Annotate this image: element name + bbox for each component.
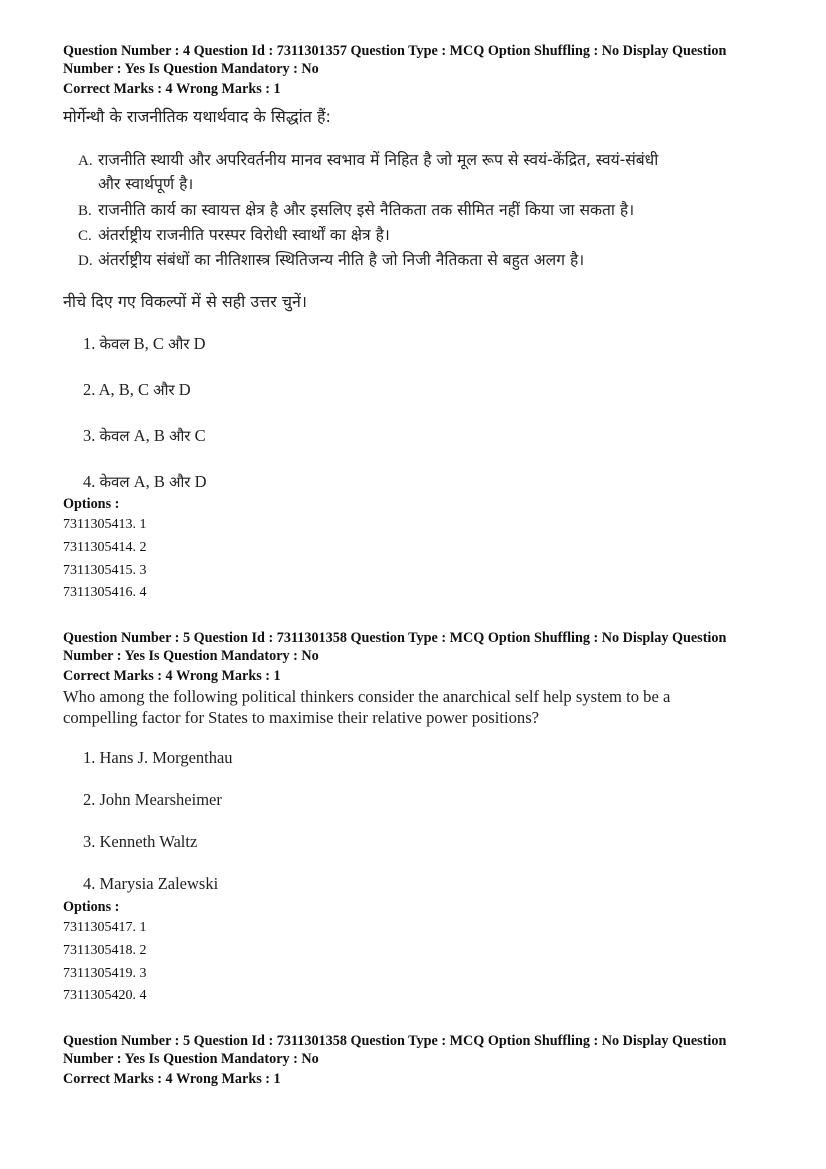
q4-statement-c: [78, 223, 390, 245]
answer-number: 3.: [83, 426, 96, 445]
q5-question-line1: Who among the following political thinkers consider the anarchical self help system to be a: [63, 687, 671, 706]
q4-option-id-2: 7311305414. 2: [63, 540, 147, 555]
answer-number: 1.: [83, 334, 96, 353]
q5-meta-line2: Number : Yes Is Question Mandatory : No: [63, 648, 319, 664]
q4-option-id-1: 7311305413. 1: [63, 517, 147, 532]
q4-statement-b: [78, 198, 634, 220]
statement-letter: A.: [78, 153, 93, 169]
q5-options-label: Options :: [63, 899, 120, 915]
answer-letters: A, B, C: [98, 380, 150, 399]
q5-option-id-2: 7311305418. 2: [63, 943, 147, 958]
q5-meta: [63, 629, 763, 685]
answer-letters: B, C: [133, 334, 164, 353]
statement-text: राजनीति कार्य का स्वायत्त क्षेत्र है और इसलिए इसे नैतिकता तक सीमित नहीं किया जा सकता है।: [98, 201, 635, 219]
q5-answer-4: 4. Marysia Zalewski: [83, 874, 219, 893]
answer-number: 2.: [83, 380, 96, 399]
q4-answer-2: [83, 380, 191, 400]
q4-statement-a: [78, 148, 658, 170]
q4-statement-a-cont: और स्वार्थपूर्ण है।: [98, 175, 194, 193]
answer-conjunction: और: [168, 335, 190, 353]
q5-option-id-4: 7311305420. 4: [63, 988, 147, 1003]
statement-text: अंतर्राष्ट्रीय राजनीति परस्पर विरोधी स्वार्थों का क्षेत्र है।: [98, 226, 390, 244]
answer-last-letter: D: [193, 334, 206, 353]
q5-question-line2: compelling factor for States to maximise their relative power positions?: [63, 708, 540, 727]
q4-meta-line3: Correct Marks : 4 Wrong Marks : 1: [63, 81, 281, 97]
answer-last-letter: D: [178, 380, 191, 399]
q5-answer-2: 2. John Mearsheimer: [83, 790, 222, 809]
answer-last-letter: C: [194, 426, 206, 445]
q5-answer-1: 1. Hans J. Morgenthau: [83, 748, 233, 767]
q4-option-id-3: 7311305415. 3: [63, 563, 147, 578]
answer-conjunction: और: [168, 427, 191, 445]
answer-letters: A, B: [133, 472, 165, 491]
q5-meta-line3: Correct Marks : 4 Wrong Marks : 1: [63, 668, 281, 684]
answer-prefix: केवल: [99, 473, 130, 491]
q5-repeat-meta-line1: Question Number : 5 Question Id : 7311301358 Question Type : MCQ Option Shuffling : No Display Question: [63, 1033, 727, 1049]
statement-text: राजनीति स्थायी और अपरिवर्तनीय मानव स्वभाव में निहित है जो मूल रूप से स्वयं-केंद्रित, स्वयं-संबंधी: [98, 151, 659, 169]
q5-option-id-1: 7311305417. 1: [63, 920, 147, 935]
q4-answer-3: [83, 426, 206, 446]
statement-letter: C.: [78, 228, 92, 244]
answer-conjunction: और: [168, 473, 191, 491]
q4-answer-4: [83, 472, 206, 492]
q5-option-id-3: 7311305419. 3: [63, 966, 147, 981]
answer-last-letter: D: [194, 472, 207, 491]
q4-options-label: Options :: [63, 496, 120, 512]
q4-option-id-4: 7311305416. 4: [63, 585, 147, 600]
answer-letters: A, B: [133, 426, 165, 445]
q5-meta-line1: Question Number : 5 Question Id : 7311301358 Question Type : MCQ Option Shuffling : No Display Question: [63, 630, 727, 646]
answer-prefix: केवल: [99, 335, 130, 353]
statement-letter: D.: [78, 253, 93, 269]
q4-statement-d: [78, 248, 584, 270]
q5-question: [63, 686, 763, 728]
q4-meta-line2: Number : Yes Is Question Mandatory : No: [63, 61, 319, 77]
q5-answer-3: 3. Kenneth Waltz: [83, 832, 198, 851]
q4-question: मोर्गेन्थौ के राजनीतिक यथार्थवाद के सिद्धांत हैं:: [63, 107, 331, 126]
q4-answer-1: [83, 334, 206, 354]
answer-prefix: केवल: [99, 427, 130, 445]
statement-text: अंतर्राष्ट्रीय संबंधों का नीतिशास्त्र स्थितिजन्य नीति है जो निजी नैतिकता से बहुत अलग है।: [98, 251, 585, 269]
q4-meta-line1: Question Number : 4 Question Id : 7311301357 Question Type : MCQ Option Shuffling : No Display Question: [63, 43, 727, 59]
statement-letter: B.: [78, 203, 92, 219]
answer-number: 4.: [83, 472, 96, 491]
q5-repeat-meta-line3: Correct Marks : 4 Wrong Marks : 1: [63, 1071, 281, 1087]
q5-repeat-meta: [63, 1032, 763, 1088]
q4-instruction: नीचे दिए गए विकल्पों में से सही उत्तर चुनें।: [63, 292, 307, 311]
answer-conjunction: और: [153, 381, 175, 399]
q5-repeat-meta-line2: Number : Yes Is Question Mandatory : No: [63, 1051, 319, 1067]
q4-meta: [63, 42, 763, 98]
